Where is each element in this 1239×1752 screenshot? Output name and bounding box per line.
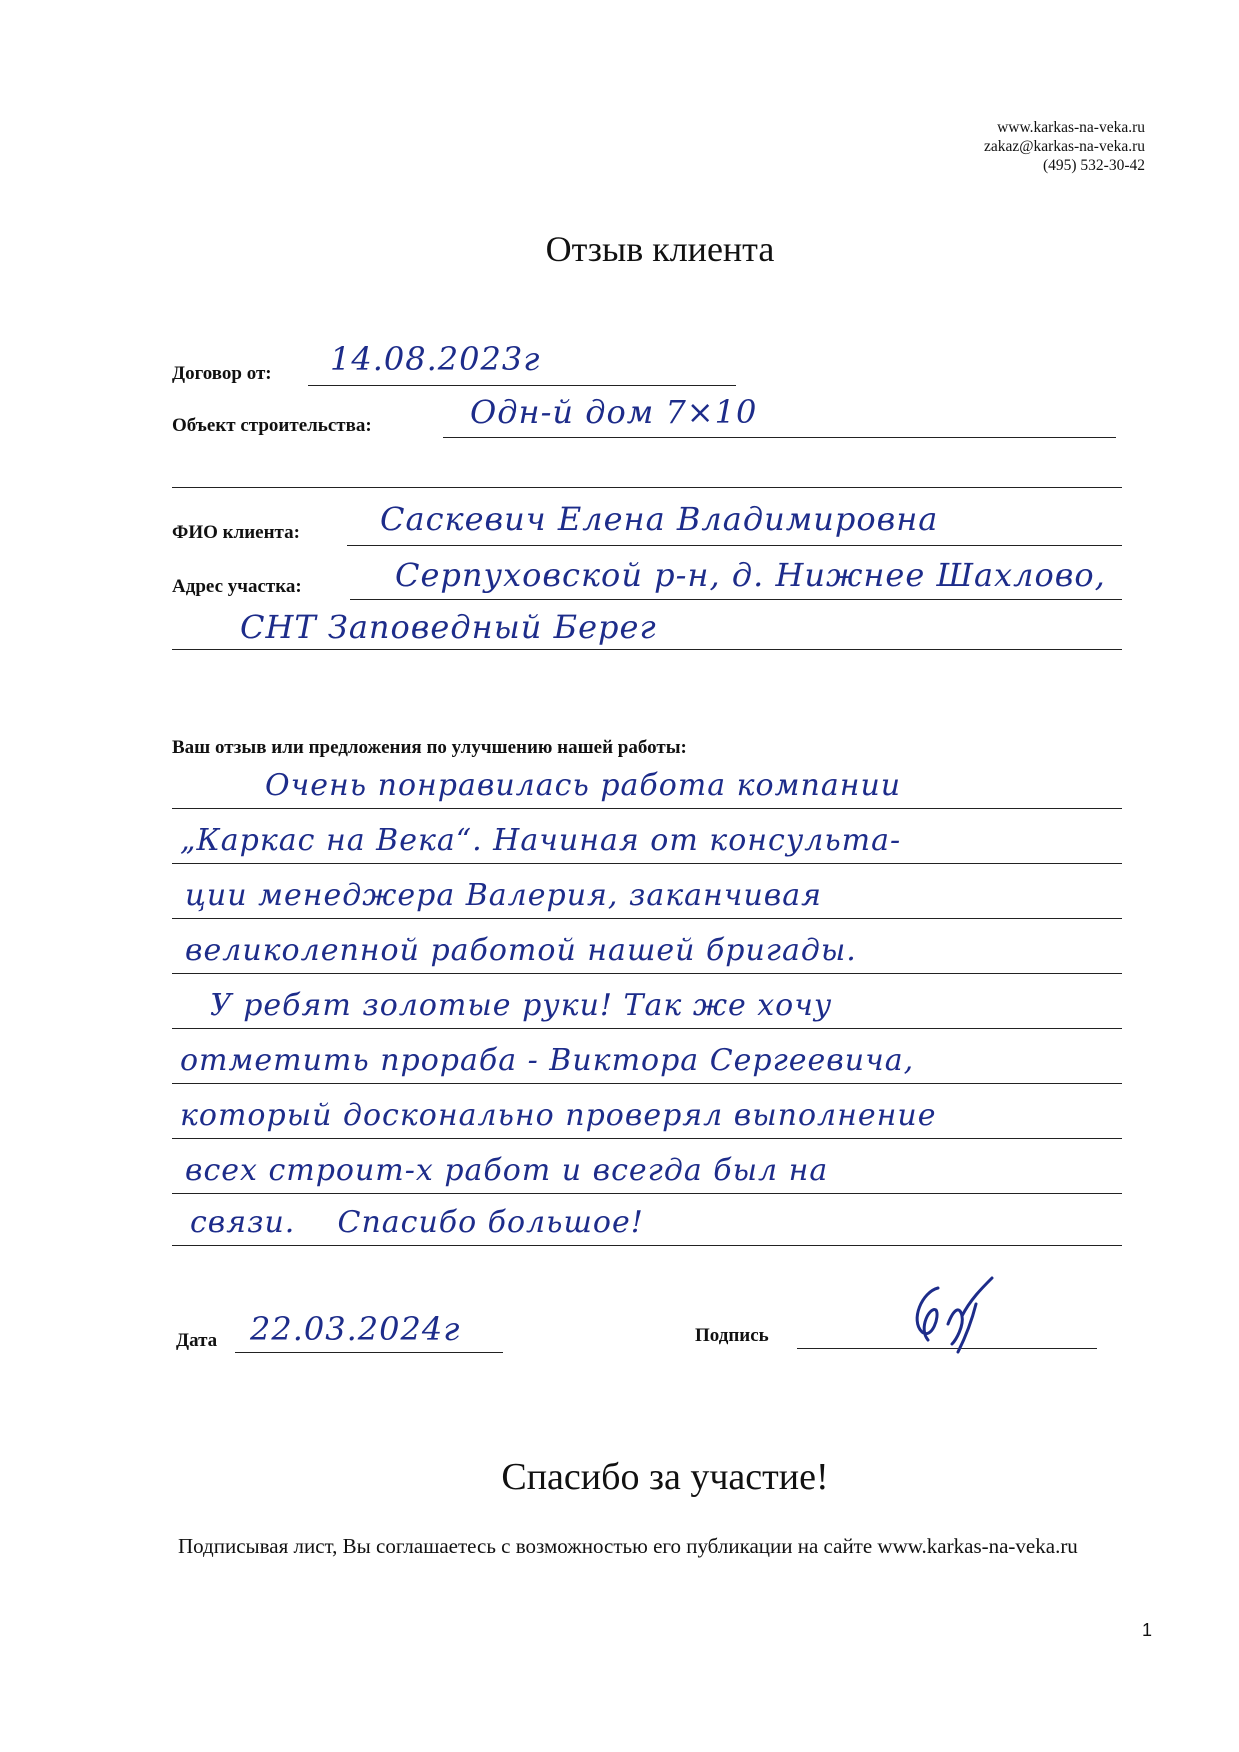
feedback-rule	[172, 973, 1122, 974]
feedback-line[interactable]: Очень понравилась работа компании	[265, 768, 902, 803]
contract-date-value[interactable]: 14.08.2023г	[330, 340, 541, 378]
feedback-line[interactable]: отметить прораба - Виктора Сергеевича,	[180, 1043, 915, 1078]
object-label: Объект строительства:	[172, 415, 372, 436]
consent-text: Подписывая лист, Вы соглашаетесь с возможностью его публикации на сайте www.karkas-na-veka.ru	[178, 1534, 1078, 1558]
date-value[interactable]: 22.03.2024г	[250, 1310, 461, 1348]
address-rule-2	[172, 649, 1122, 650]
feedback-line[interactable]: великолепной работой нашей бригады.	[185, 933, 857, 968]
object-rule	[443, 437, 1116, 438]
contract-rule	[308, 385, 736, 386]
object-extra-rule	[172, 487, 1122, 488]
feedback-line[interactable]: связи. Спасибо большое!	[190, 1205, 644, 1240]
address-line-1[interactable]: Серпуховской р-н, д. Нижнее Шахлово,	[395, 556, 1106, 594]
website-link[interactable]: www.karkas-na-veka.ru	[997, 119, 1145, 136]
feedback-label: Ваш отзыв или предложения по улучшению нашей работы:	[172, 737, 687, 758]
feedback-rule	[172, 1083, 1122, 1084]
contract-label: Договор от:	[172, 363, 272, 384]
page-number: 1	[1142, 1620, 1153, 1640]
date-label: Дата	[176, 1330, 218, 1351]
feedback-rule	[172, 1245, 1122, 1246]
thanks-message: Спасибо за участие!	[501, 1456, 829, 1498]
address-rule-1	[350, 599, 1122, 600]
form-title: Отзыв клиента	[545, 229, 775, 269]
feedback-rule	[172, 918, 1122, 919]
address-line-2[interactable]: СНТ Заповедный Берег	[240, 608, 657, 646]
signature-mark-icon	[900, 1270, 1020, 1360]
client-rule	[347, 545, 1122, 546]
email-link[interactable]: zakaz@karkas-na-veka.ru	[984, 138, 1145, 155]
feedback-line[interactable]: „Каркас на Века“. Начиная от консульта-	[180, 823, 902, 858]
date-rule	[235, 1352, 503, 1353]
client-label: ФИО клиента:	[172, 522, 300, 543]
feedback-rule	[172, 1193, 1122, 1194]
signature-label: Подпись	[695, 1325, 769, 1346]
client-name-value[interactable]: Саскевич Елена Владимировна	[380, 500, 939, 538]
feedback-line[interactable]: всех строит-х работ и всегда был на	[185, 1153, 829, 1188]
object-value[interactable]: Одн-й дом 7×10	[470, 393, 758, 431]
feedback-rule	[172, 1138, 1122, 1139]
contact-block	[984, 118, 1145, 175]
feedback-line[interactable]: который досконально проверял выполнение	[180, 1098, 937, 1133]
feedback-rule	[172, 1028, 1122, 1029]
address-label: Адрес участка:	[172, 576, 302, 597]
feedback-rule	[172, 808, 1122, 809]
feedback-line[interactable]: ции менеджера Валерия, заканчивая	[185, 878, 822, 913]
phone-number: (495) 532-30-42	[1042, 157, 1145, 174]
feedback-rule	[172, 863, 1122, 864]
feedback-line[interactable]: У ребят золотые руки! Так же хочу	[210, 988, 833, 1023]
